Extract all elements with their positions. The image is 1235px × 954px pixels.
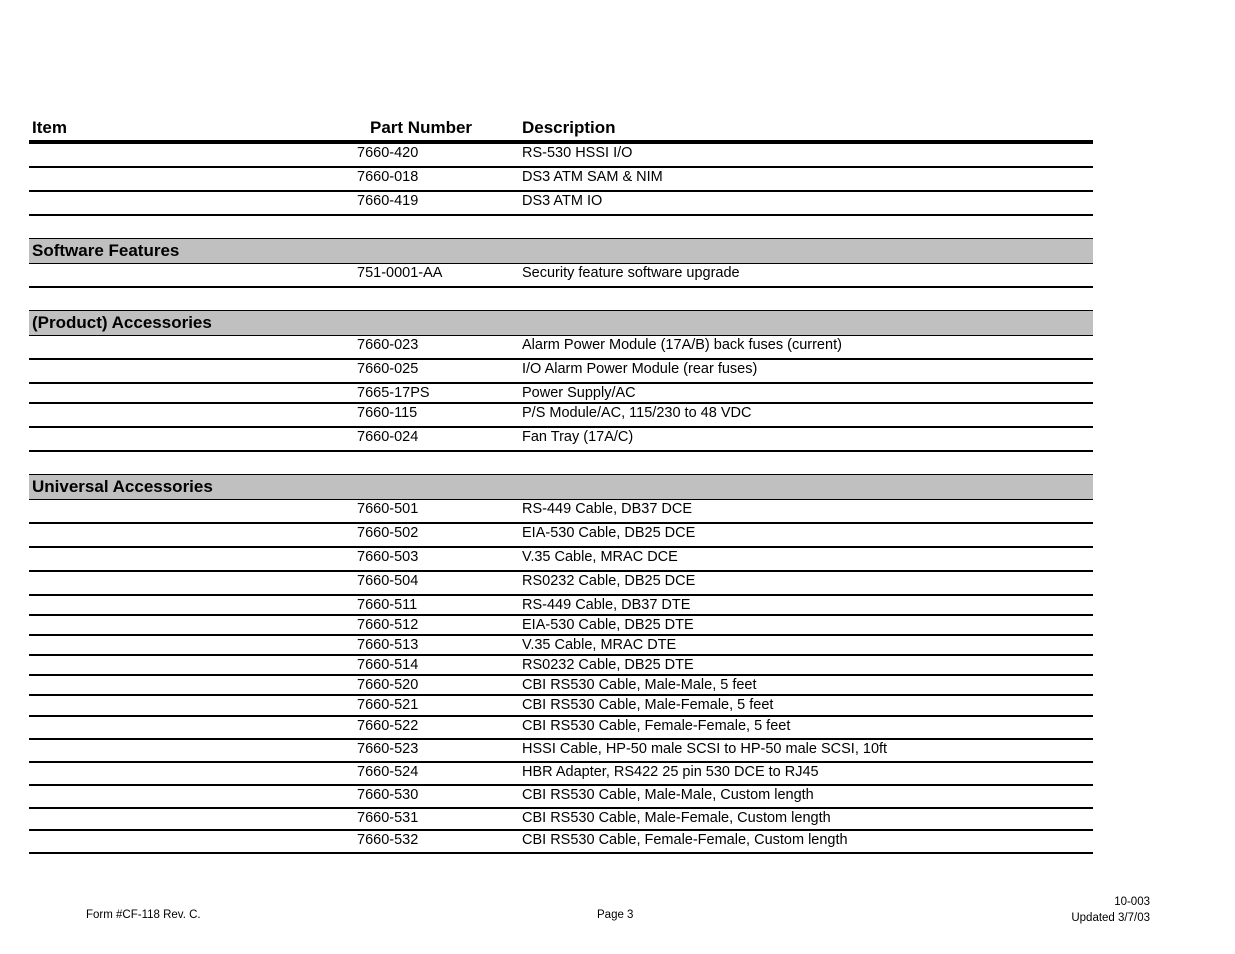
description-cell: CBI RS530 Cable, Male-Female, 5 feet: [522, 697, 774, 713]
table-row: [29, 548, 1093, 572]
header-description: Description: [522, 118, 616, 137]
part-number-cell: 7665-17PS: [357, 385, 430, 401]
part-number-cell: 7660-419: [357, 193, 419, 209]
description-cell: Security feature software upgrade: [522, 265, 740, 281]
part-number-cell: 7660-023: [357, 337, 419, 353]
description-cell: RS-449 Cable, DB37 DTE: [522, 597, 691, 613]
section-title: Universal Accessories: [32, 477, 213, 496]
table-row: [29, 696, 1093, 717]
table-row: [29, 763, 1093, 786]
updated-date: Updated 3/7/03: [1071, 912, 1150, 924]
description-cell: I/O Alarm Power Module (rear fuses): [522, 361, 758, 377]
table-row: [29, 616, 1093, 636]
part-number-cell: 7660-523: [357, 741, 419, 757]
spacer: [29, 216, 1093, 238]
description-cell: Fan Tray (17A/C): [522, 429, 634, 445]
table-row: [29, 656, 1093, 676]
table-row: [29, 740, 1093, 763]
part-number-cell: 7660-514: [357, 657, 419, 673]
description-cell: HSSI Cable, HP-50 male SCSI to HP-50 male SCSI, 10ft: [522, 741, 888, 757]
header-item: Item: [32, 118, 67, 137]
description-cell: DS3 ATM IO: [522, 193, 603, 209]
description-cell: EIA-530 Cable, DB25 DCE: [522, 525, 696, 541]
table-row: [29, 636, 1093, 656]
part-number-cell: 7660-501: [357, 501, 419, 517]
table-row: [29, 500, 1093, 524]
description-cell: V.35 Cable, MRAC DTE: [522, 637, 677, 653]
description-cell: P/S Module/AC, 115/230 to 48 VDC: [522, 405, 752, 421]
table-row: [29, 264, 1093, 288]
description-cell: RS-530 HSSI I/O: [522, 145, 633, 161]
part-number-cell: 751-0001-AA: [357, 265, 443, 281]
revision-info: [1071, 894, 1150, 926]
table-row: [29, 524, 1093, 548]
description-cell: CBI RS530 Cable, Female-Female, 5 feet: [522, 718, 791, 734]
part-number-cell: 7660-018: [357, 169, 419, 185]
part-number-cell: 7660-024: [357, 429, 419, 445]
part-number-cell: 7660-504: [357, 573, 419, 589]
document-number: 10-003: [1114, 896, 1150, 908]
parts-table: [29, 115, 1093, 854]
section-header: [29, 474, 1093, 500]
part-number-cell: 7660-420: [357, 145, 419, 161]
table-row: [29, 676, 1093, 696]
part-number-cell: 7660-513: [357, 637, 419, 653]
spacer: [29, 452, 1093, 474]
part-number-cell: 7660-520: [357, 677, 419, 693]
table-row: [29, 428, 1093, 452]
section-title: (Product) Accessories: [32, 313, 212, 332]
table-row: [29, 144, 1093, 168]
part-number-cell: 7660-115: [357, 405, 418, 421]
description-cell: EIA-530 Cable, DB25 DTE: [522, 617, 694, 633]
table-row: [29, 192, 1093, 216]
table-row: [29, 360, 1093, 384]
table-row: [29, 809, 1093, 831]
description-cell: Alarm Power Module (17A/B) back fuses (current): [522, 337, 842, 353]
part-number-cell: 7660-511: [357, 597, 418, 613]
table-row: [29, 717, 1093, 740]
table-row: [29, 404, 1093, 428]
description-cell: V.35 Cable, MRAC DCE: [522, 549, 678, 565]
description-cell: RS0232 Cable, DB25 DTE: [522, 657, 694, 673]
part-number-cell: 7660-503: [357, 549, 419, 565]
description-cell: HBR Adapter, RS422 25 pin 530 DCE to RJ45: [522, 764, 819, 780]
part-number-cell: 7660-522: [357, 718, 419, 734]
part-number-cell: 7660-524: [357, 764, 419, 780]
header-part-number: Part Number: [370, 118, 473, 137]
description-cell: CBI RS530 Cable, Male-Female, Custom length: [522, 810, 831, 826]
table-row: [29, 786, 1093, 809]
description-cell: RS-449 Cable, DB37 DCE: [522, 501, 693, 517]
table-row: [29, 168, 1093, 192]
part-number-cell: 7660-531: [357, 810, 419, 826]
part-number-cell: 7660-502: [357, 525, 419, 541]
table-body: [29, 144, 1093, 854]
table-row: [29, 384, 1093, 404]
description-cell: Power Supply/AC: [522, 385, 636, 401]
part-number-cell: 7660-530: [357, 787, 419, 803]
description-cell: CBI RS530 Cable, Male-Male, 5 feet: [522, 677, 757, 693]
page-number: Page 3: [597, 909, 634, 921]
section-header: [29, 310, 1093, 336]
section-header: [29, 238, 1093, 264]
description-cell: RS0232 Cable, DB25 DCE: [522, 573, 696, 589]
table-header: [29, 115, 1093, 144]
table-row: [29, 596, 1093, 616]
section-title: Software Features: [32, 241, 180, 260]
table-row: [29, 831, 1093, 854]
part-number-cell: 7660-521: [357, 697, 419, 713]
part-number-cell: 7660-512: [357, 617, 419, 633]
description-cell: CBI RS530 Cable, Female-Female, Custom length: [522, 832, 848, 848]
description-cell: DS3 ATM SAM & NIM: [522, 169, 663, 185]
table-row: [29, 572, 1093, 596]
part-number-cell: 7660-025: [357, 361, 419, 377]
part-number-cell: 7660-532: [357, 832, 419, 848]
form-number: Form #CF-118 Rev. C.: [86, 909, 201, 921]
spacer: [29, 288, 1093, 310]
description-cell: CBI RS530 Cable, Male-Male, Custom length: [522, 787, 814, 803]
table-row: [29, 336, 1093, 360]
